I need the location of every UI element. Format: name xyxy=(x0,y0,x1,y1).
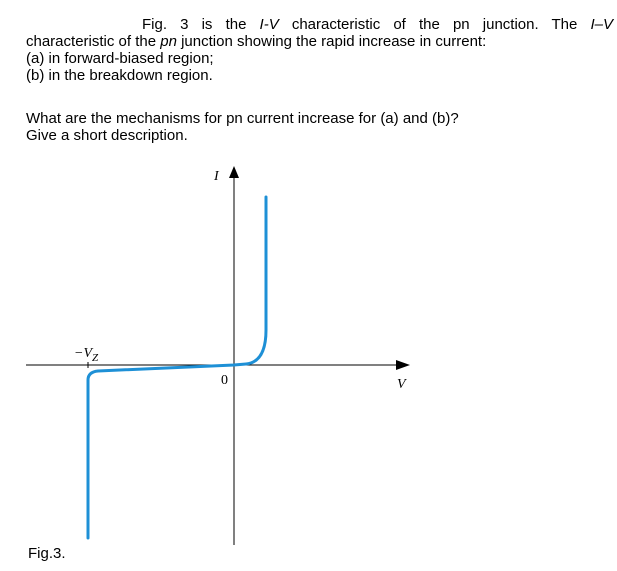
word: characteristic xyxy=(291,16,381,33)
pn-term: pn xyxy=(160,33,177,50)
word: The xyxy=(551,16,578,33)
x-axis-label: V xyxy=(397,377,406,392)
question-ask-line-1: What are the mechanisms for pn current increase for (a) and (b)? xyxy=(26,110,459,127)
breakdown-voltage-subscript: Z xyxy=(92,352,99,364)
iv-curve xyxy=(88,197,266,538)
word: pn xyxy=(452,16,470,33)
word: the xyxy=(225,16,247,33)
x-axis-arrowhead xyxy=(396,360,410,370)
text-fragment: characteristic of the xyxy=(26,33,161,50)
question-item-a: (a) in forward-biased region; xyxy=(26,50,214,67)
breakdown-voltage-text: −V xyxy=(74,346,92,361)
figure-caption: Fig.3. xyxy=(28,545,66,562)
iv-term: I-V xyxy=(259,16,279,33)
word: of xyxy=(393,16,406,33)
question-item-b: (b) in the breakdown region. xyxy=(26,67,213,84)
iv-term: I–V xyxy=(590,16,613,33)
y-axis-arrowhead xyxy=(229,166,239,178)
word: is xyxy=(201,16,213,33)
y-axis-label: I xyxy=(214,169,219,184)
word: junction. xyxy=(482,16,539,33)
text-fragment: junction showing the rapid increase in current: xyxy=(176,33,487,50)
word: the xyxy=(418,16,440,33)
fig-ref-text: Fig. 3 xyxy=(142,16,189,33)
question-ask-line-2: Give a short description. xyxy=(26,127,188,144)
breakdown-voltage-label xyxy=(74,346,99,364)
origin-label: 0 xyxy=(221,373,228,388)
